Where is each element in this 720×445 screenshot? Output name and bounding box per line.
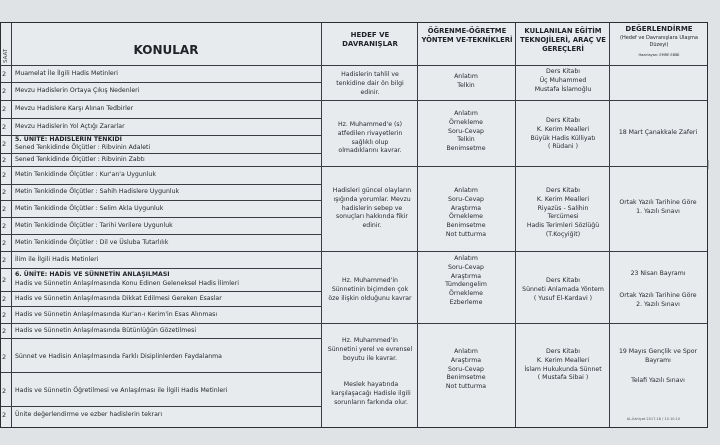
hour-cell: 2 <box>2 311 7 319</box>
methods-cell: Anlatım Araştırma Soru-Cevap Benimsetme Not tutturma <box>445 348 487 391</box>
topic-cell: Sened Tenkidinde Ölçütler : Ribvinin Zabtı <box>15 156 145 163</box>
hour-cell: 2 <box>2 411 7 419</box>
hour-cell: 2 <box>2 105 7 113</box>
hour-cell: 2 <box>2 171 7 179</box>
hour-cell: 2 <box>2 387 7 395</box>
hour-cell: 2 <box>2 188 7 196</box>
materials-cell: Ders Kitabı K. Kerim Mealleri İslam Hukukunda Sünnet ( Mustafa Sibai ) <box>524 348 602 382</box>
topic-cell: Muamelat İle İlgili Hadis Metinleri <box>15 70 118 77</box>
hour-cell: 2 <box>2 295 7 303</box>
topic-cell: Mevzu Hadislerin Yol Açtığı Zararlar <box>15 123 125 130</box>
topic-cell: Mevzu Hadislerin Ortaya Çıkış Nedenleri <box>15 87 140 94</box>
topic-cell: Metin Tenkidinde Ölçütler : Dil ve Üsluba Tutarlılık <box>15 239 169 246</box>
evaluation-cell: 23 Nisan Bayramı <box>630 270 686 277</box>
evaluation-subheader: (Hedef ve Davranışlara Ulaşma Düzeyi) <box>620 35 698 48</box>
evaluation-cell: 19 Mayıs Gençlik ve Spor Bayramı <box>618 348 698 364</box>
hour-cell: 2 <box>2 256 7 264</box>
methods-cell: Anlatım Soru-Cevap Araştırma Örnekleme Benimsetme Not tutturma <box>445 187 487 238</box>
hour-cell: 2 <box>2 87 7 95</box>
materials-cell: Ders Kitabı Sünneti Anlamada Yöntem ( Yusuf El-Kardavi ) <box>522 277 604 302</box>
hour-cell: 2 <box>2 140 7 148</box>
goals-cell: Hz. Muhammed'in Sünnetini yerel ve evrensel boyutu ile kavrar. <box>327 337 413 362</box>
evaluation-cell: Ortak Yazılı Tarihine Göre 2. Yazılı Sınavı <box>619 292 697 308</box>
evaluation-cell: 18 Mart Çanakkale Zaferi <box>618 129 698 136</box>
hour-cell: 2 <box>2 222 7 230</box>
goals-cell: Hz. Muhammed'e (s) atfedilen rivayetlerin sağlıklı olup olmadıklarını kavrar. <box>337 121 403 155</box>
hour-cell: 2 <box>2 123 7 131</box>
plan-table <box>0 22 708 428</box>
hours-header: SAAT <box>3 48 9 63</box>
goals-header: HEDEF VE DAVRANIŞLAR <box>342 31 398 48</box>
footer-note: AL-İlahiyat 2017-18 / 10.10.10 <box>626 417 680 421</box>
topic-cell: Hadis ve Sünnetin Anlaşılmasında Kur'an-ı Kerim'in Esas Alınması <box>15 311 218 318</box>
materials-cell: Ders Kitabı K. Kerim Mealleri Riyazüs - Salihin Tercümesi Hadis Terimleri Sözlüğü (T.Koçyiğit) <box>526 187 600 238</box>
topic-cell: Ünite değerlendirme ve ezber hadislerin tekrarı <box>15 411 163 418</box>
hour-cell: 2 <box>2 353 7 361</box>
unit-6-heading: 6. ÜNİTE: HADİS VE SÜNNETİN ANLAŞILMASI <box>15 271 170 278</box>
topic-cell: Metin Tenkidinde Ölçütler : Kur'an'a Uygunluk <box>15 171 156 178</box>
topic-cell: Metin Tenkidinde Ölçütler : Tarihi Verilere Uygunluk <box>15 222 173 229</box>
goals-cell: Meslek hayatında karşılaşacağı Hadisle ilgili sorunların farkında olur. <box>331 381 411 406</box>
topic-cell: Sünnet ve Hadisin Anlaşılmasında Farklı Disiplinlerden Faydalanma <box>15 353 222 360</box>
methods-header: ÖĞRENME-ÖĞRETME YÖNTEM VE-TEKNİKLERİ <box>421 27 513 44</box>
unit-5-heading: 5. ÜNİTE: HADİSLERİN TENKİDİ <box>15 136 122 143</box>
topic-cell: Metin Tenkidinde Ölçütler : Selim Akla Uygunluk <box>15 205 164 212</box>
topic-cell: Hadis ve Sünnetin Anlaşılmasında Bütünlüğün Gözetilmesi <box>15 327 197 334</box>
evaluation-prepared-by: Hazırlayan: EMRE EBİBİ <box>638 53 680 57</box>
topic-cell: Hadis ve Sünnetin Öğretilmesi ve Anlaşılması ile İlgili Hadis Metinleri <box>15 387 228 394</box>
topic-cell: Hadis ve Sünnetin Anlaşılmasında Konu Edinen Geleneksel Hadis İlimleri <box>15 280 239 287</box>
topic-cell: İlim ile İlgili Hadis Metinleri <box>15 256 99 263</box>
hour-cell: 2 <box>2 239 7 247</box>
methods-cell: Anlatım Telkin <box>454 73 478 89</box>
goals-cell: Hadislerin tahlil ve tenkidine dair ön bilgi edinir. <box>336 71 404 96</box>
methods-cell: Anlatım Örnekleme Soru-Cevap Telkin Benimsetme <box>446 110 486 153</box>
materials-header: KULLANILAN EĞİTİM TEKNOJİLERİ, ARAÇ VE GEREÇLERİ <box>520 27 606 53</box>
materials-cell: Ders Kitabı Üç Muhammed Mustafa İslamoğlu <box>534 68 592 93</box>
topic-cell: Metin Tenkidinde Ölçütler : Sahih Hadislere Uygunluk <box>15 188 180 195</box>
hour-cell: 2 <box>2 327 7 335</box>
evaluation-header: DEĞERLENDİRME <box>625 25 693 33</box>
goals-cell: Hadisleri güncel olayların ışığında yorumlar. Mevzu hadislerin sebep ve sonuçları hakkında fikir edinir. <box>332 187 412 230</box>
methods-cell: Anlatım Soru-Cevap Araştırma Tümdengelim Örnekleme Ezberleme <box>445 255 487 306</box>
topic-cell: Hadis ve Sünnetin Anlaşılmasında Dikkat Edilmesi Gereken Esaslar <box>15 295 222 302</box>
evaluation-cell: Ortak Yazılı Tarihine Göre 1. Yazılı Sınavı <box>619 199 697 215</box>
hour-cell: 2 <box>2 70 7 78</box>
topic-cell: Mevzu Hadislere Karşı Alınan Tedbirler <box>15 105 134 112</box>
topic-cell: Sened Tenkidinde Ölçütler : Ribvinin Adaleti <box>15 144 151 151</box>
hour-cell: 2 <box>2 205 7 213</box>
text-cursor-icon: I <box>706 158 710 172</box>
hour-cell: 2 <box>2 156 7 164</box>
materials-cell: Ders Kitabı K. Kerim Mealleri Büyük Hadis Külliyatı ( Rüdani ) <box>530 117 596 151</box>
evaluation-cell: Telafi Yazılı Sınavı <box>631 377 685 384</box>
hour-cell: 2 <box>2 276 7 284</box>
goals-cell: Hz. Muhammed'in Sünnetinin biçimden çok öze ilişkin olduğunu kavrar <box>328 277 412 302</box>
topics-header: KONULAR <box>133 43 199 57</box>
